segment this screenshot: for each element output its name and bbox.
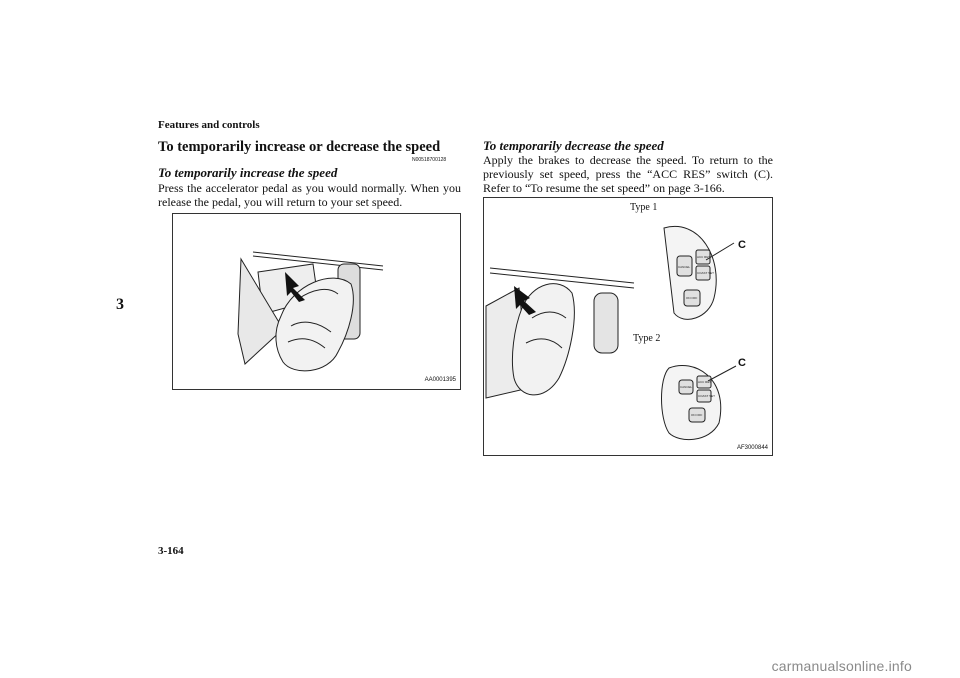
type2-coast-set-label: COAST SET	[698, 394, 715, 398]
pedal-illustration	[173, 214, 460, 389]
type2-label: Type 2	[633, 333, 661, 344]
type2-cancel-label: CANCEL	[680, 385, 693, 389]
type1-callout-c: C	[738, 239, 746, 251]
accelerator-pedal-figure	[172, 213, 461, 390]
type1-on-off-label: ON OFF	[686, 296, 698, 300]
type2-on-off-label: ON OFF	[691, 413, 703, 417]
figure2-code: AF3000844	[736, 445, 768, 451]
type1-acc-res-label: ACC RES	[697, 255, 711, 259]
increase-heading: To temporarily increase the speed	[158, 165, 338, 180]
chapter-number: 3	[116, 296, 124, 313]
section-title: Features and controls	[158, 119, 260, 131]
page-number: 3-164	[158, 545, 184, 557]
increase-body: Press the accelerator pedal as you would normally. When you release the pedal, you will return to your set speed.	[158, 181, 461, 209]
title-code: N00518700128	[412, 157, 447, 163]
decrease-heading: To temporarily decrease the speed	[483, 138, 664, 153]
figure1-code: AA0001395	[424, 377, 456, 383]
watermark: carmanualsonline.info	[771, 658, 912, 674]
brake-and-switch-figure	[483, 197, 773, 456]
type2-acc-res-label: ACC RES	[698, 380, 712, 384]
type1-label: Type 1	[630, 202, 658, 213]
type1-cancel-label: CANCEL	[678, 265, 691, 269]
decrease-body: Apply the brakes to decrease the speed. To return to the previously set speed, press the “ACC RES” switch (C). Refer to “To resume the set speed” on page 3-166.	[483, 153, 773, 195]
page-title: To temporarily increase or decrease the speed	[158, 139, 441, 155]
type2-steering-switch	[662, 365, 737, 439]
type2-callout-c: C	[738, 357, 746, 369]
type1-coast-set-label: COAST SET	[697, 271, 714, 275]
brake-pedal-illustration	[484, 198, 772, 455]
